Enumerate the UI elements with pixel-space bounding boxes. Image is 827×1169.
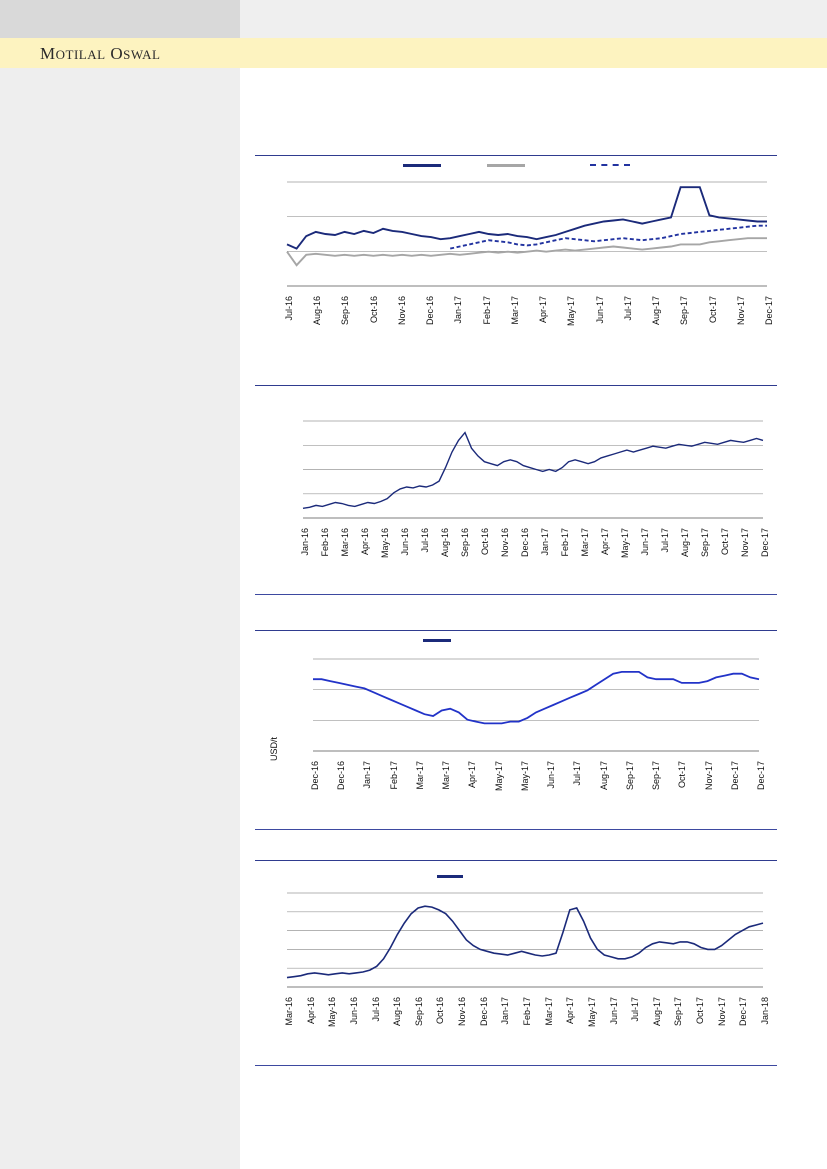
chart-1-legend [255,156,777,174]
x-axis-tick-label: Nov-17 [703,761,714,791]
panel-divider-bottom [255,829,777,830]
x-axis-tick-label: Aug-17 [651,997,662,1027]
x-axis-tick-label: Oct-17 [720,528,730,556]
x-axis-tick-label: Jun-17 [608,997,619,1025]
panel-divider-bottom [255,1065,777,1066]
brand-letter-o: O [110,44,124,63]
chart-1-plot [255,174,777,294]
chart-4-x-axis-labels [255,995,777,1055]
x-axis-tick-label: Jun-17 [546,761,557,789]
x-axis-tick-label: Oct-16 [368,296,379,324]
x-axis-tick-label: Dec-16 [425,296,436,326]
chart-2-x-axis-labels [255,526,777,586]
x-axis-tick-label: Oct-17 [707,296,718,324]
x-axis-tick-label: Oct-16 [435,997,446,1025]
chart-2-plot [255,411,777,526]
x-axis-tick-label: Nov-16 [396,296,407,326]
x-axis-tick-label: Feb-17 [560,528,570,557]
x-axis-tick-label: Feb-17 [388,761,399,790]
header-light-block [240,0,827,38]
x-axis-tick-label: Jul-16 [370,997,381,1022]
x-axis-tick-label: Oct-17 [695,997,706,1025]
x-axis-tick-label: May-17 [620,528,630,559]
x-axis-tick-label: Aug-16 [440,528,450,558]
x-axis-tick-label: Apr-16 [305,997,316,1025]
x-axis-tick-label: Sep-17 [624,761,635,791]
x-axis-tick-label: May-17 [493,761,504,792]
x-axis-tick-label: May-17 [519,761,530,792]
brand-word-otilal: OTILAL [55,47,106,62]
legend-swatch-solid-blue [403,164,441,167]
x-axis-tick-label: Nov-17 [716,997,727,1027]
brand-title [40,44,160,64]
x-axis-tick-label: Aug-16 [312,296,323,326]
x-axis-tick-label: Apr-17 [467,761,478,789]
x-axis-tick-label: Oct-17 [677,761,688,789]
left-margin-rail [0,68,240,1169]
x-axis-tick-label: Dec-16 [520,528,530,558]
x-axis-tick-label: Jul-17 [630,997,641,1022]
chart-1-x-axis-labels [255,294,777,354]
x-axis-tick-label: Jan-17 [362,761,373,789]
chart-3-legend [255,631,777,649]
x-axis-tick-label: Aug-17 [680,528,690,558]
x-axis-tick-label: Aug-17 [598,761,609,791]
x-axis-tick-label: Sep-17 [679,296,690,326]
chart-4-svg [255,883,777,995]
chart-4-legend [255,861,777,883]
x-axis-tick-label: May-17 [586,997,597,1028]
x-axis-tick-label: Nov-17 [735,296,746,326]
x-axis-tick-label: Apr-17 [565,997,576,1025]
x-axis-tick-label: Mar-17 [580,528,590,557]
chart-3-y-axis-title: USD/t [269,737,279,762]
x-axis-tick-label: Dec-17 [729,761,740,791]
x-axis-tick-label: Sep-17 [700,528,710,558]
x-axis-tick-label: Jun-17 [594,296,605,324]
legend-swatch-dashed-blue [590,164,630,166]
x-axis-tick-label: Nov-16 [457,997,468,1027]
chart-2-svg [255,411,777,526]
x-axis-tick-label: Nov-16 [500,528,510,558]
brand-letter-m: M [40,44,56,63]
x-axis-tick-label: Apr-16 [360,528,370,556]
x-axis-tick-label: Jun-17 [640,528,650,556]
x-axis-tick-label: Dec-17 [738,997,749,1027]
x-axis-tick-label: Dec-17 [764,296,774,326]
chart-panel-3 [255,630,777,830]
brand-word-swal: SWAL [123,47,161,62]
x-axis-tick-label: Sep-16 [460,528,470,558]
x-axis-tick-label: Jan-18 [760,997,770,1025]
chart-3-x-axis-labels [255,759,777,819]
x-axis-tick-label: Sep-16 [340,296,351,326]
x-axis-tick-label: Aug-17 [651,296,662,326]
x-axis-tick-label: Dec-16 [336,761,347,791]
legend-swatch-solid-grey [487,164,525,167]
chart-panel-4 [255,860,777,1066]
x-axis-tick-label: Mar-17 [543,997,554,1026]
x-axis-tick-label: Dec-16 [310,761,320,791]
x-axis-tick-label: Apr-17 [538,296,549,324]
x-axis-tick-label: Jun-16 [400,528,410,556]
x-axis-tick-label: Aug-16 [392,997,403,1027]
header-grey-block [0,0,240,38]
x-axis-tick-label: Dec-16 [478,997,489,1027]
chart-4-plot [255,883,777,995]
x-axis-tick-label: Feb-17 [522,997,532,1026]
legend-swatch-solid-blue [437,875,463,878]
x-axis-tick-label: Jan-17 [453,296,464,324]
chart-panel-2 [255,385,777,595]
x-axis-tick-label: Jul-16 [284,296,294,321]
panel-divider-top [255,385,777,386]
chart-panel-1 [255,155,777,354]
x-axis-tick-label: May-16 [327,997,338,1028]
x-axis-tick-label: Mar-16 [284,997,294,1026]
x-axis-tick-label: Sep-17 [673,997,684,1027]
x-axis-tick-label: Mar-17 [441,761,452,790]
x-axis-tick-label: Feb-17 [481,296,492,325]
x-axis-tick-label: Sep-17 [651,761,662,791]
x-axis-tick-label: Jul-17 [660,528,670,553]
x-axis-tick-label: Jul-16 [420,528,430,553]
x-axis-tick-label: Oct-16 [480,528,490,556]
x-axis-tick-label: Sep-16 [413,997,424,1027]
x-axis-tick-label: Jan-17 [540,528,550,556]
x-axis-tick-label: Dec-17 [756,761,766,791]
legend-swatch-solid-blue [423,639,451,642]
x-axis-tick-label: May-17 [566,296,577,327]
x-axis-tick-label: Apr-17 [600,528,610,556]
x-axis-tick-label: Jul-17 [572,761,583,786]
chart-3-svg [255,649,777,762]
chart-1-svg [255,174,777,294]
x-axis-tick-label: Dec-17 [760,528,770,558]
panel-divider-bottom [255,594,777,595]
x-axis-tick-label: Nov-17 [740,528,750,558]
x-axis-tick-label: Mar-16 [340,528,350,557]
x-axis-tick-label: Jul-17 [622,296,633,321]
x-axis-tick-label: Jan-16 [300,528,310,556]
x-axis-tick-label: Mar-17 [414,761,425,790]
x-axis-tick-label: Jun-16 [348,997,359,1025]
x-axis-tick-label: Mar-17 [509,296,520,325]
x-axis-tick-label: May-16 [380,528,390,559]
x-axis-tick-label: Feb-16 [320,528,330,557]
chart-3-plot [255,649,777,762]
x-axis-tick-label: Jan-17 [500,997,511,1025]
